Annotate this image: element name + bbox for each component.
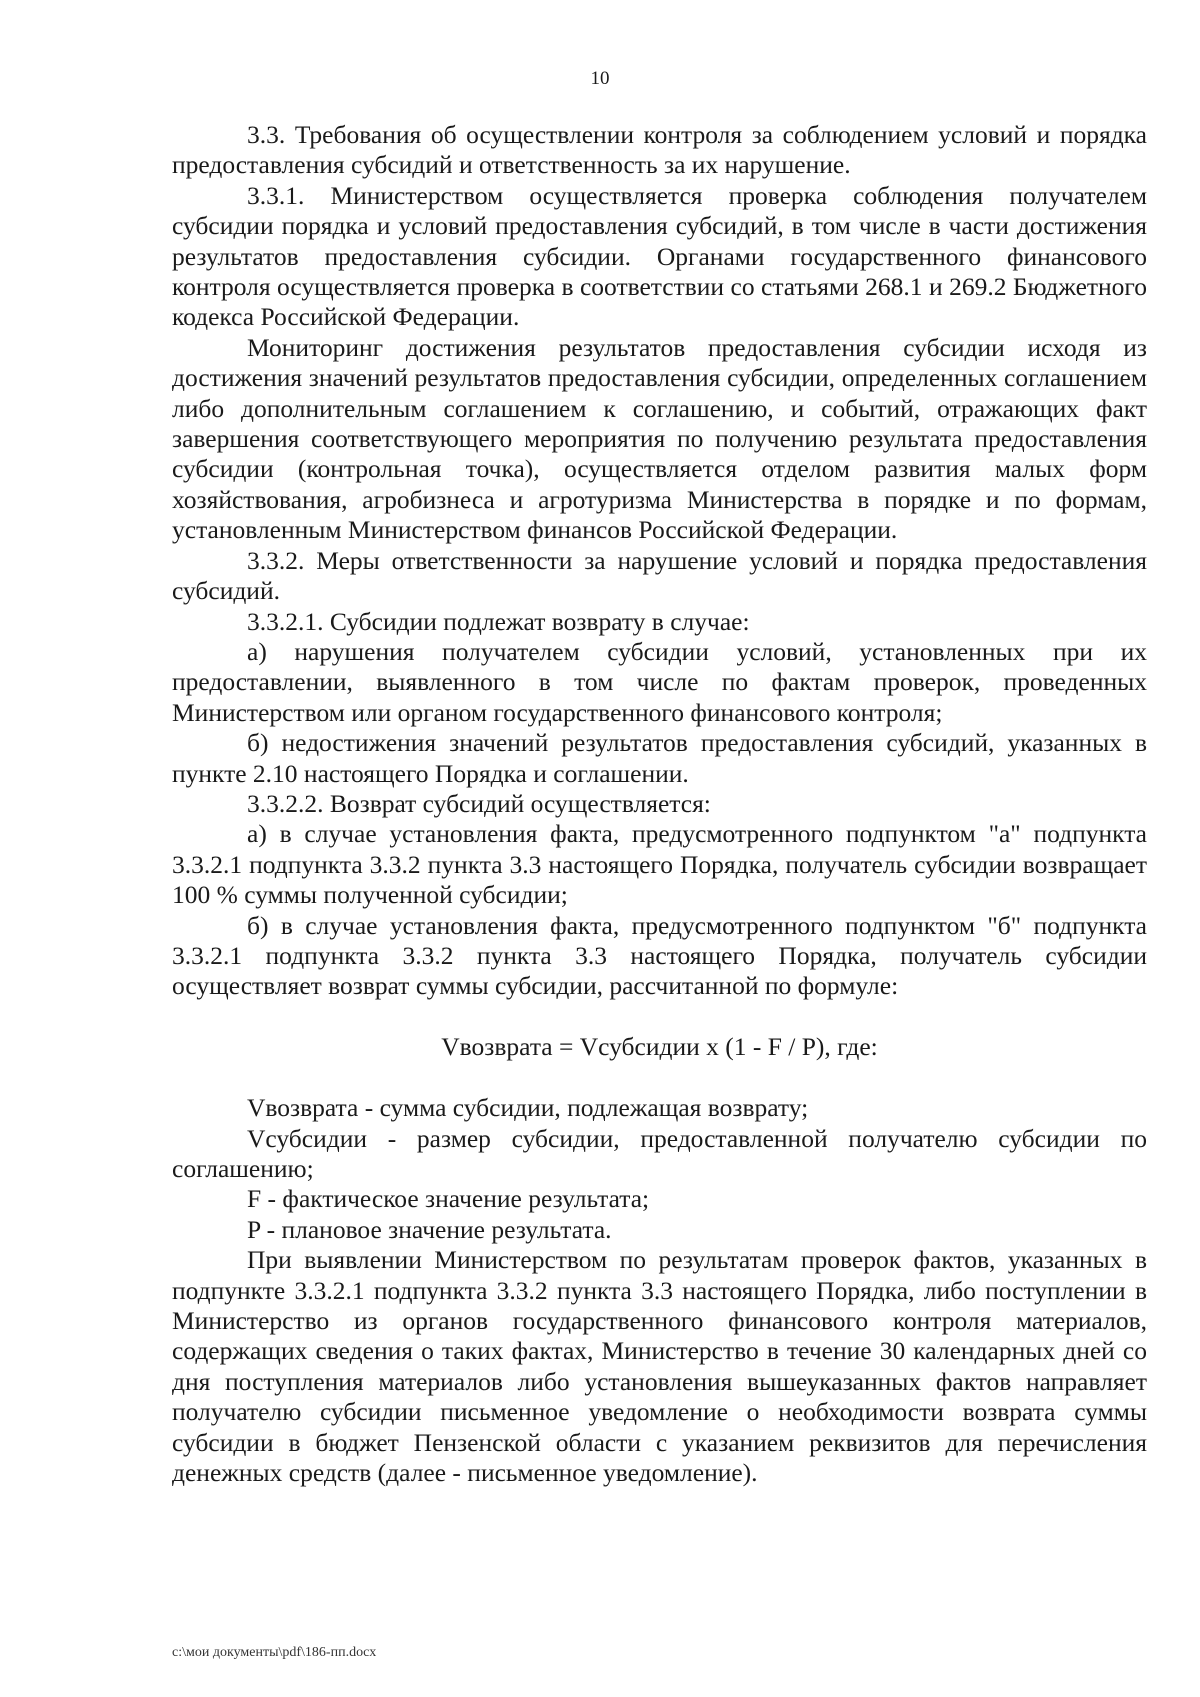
paragraph-return-a: а) в случае установления факта, предусмотренного подпунктом "а" подпункта 3.3.2.1 подпункта 3.3.2 пункта 3.3 настоящего Порядка, получатель субсидии возвращает 100 % суммы полученной субсидии;: [172, 819, 1147, 910]
paragraph-monitoring: Мониторинг достижения результатов предоставления субсидии исходя из достижения значений результатов предоставления субсидии, определенных соглашением либо дополнительным соглашением к соглашению, и событий, отражающих факт завершения соответствующего мероприятия по получению результата предоставления субсидии (контрольная точка), осуществляется отделом развития малых форм хозяйствования, агробизнеса и агротуризма Министерства в порядке и по формам, установленным Министерством финансов Российской Федерации.: [172, 332, 1147, 545]
definition-v-return: Vвозврата - сумма субсидии, подлежащая возврату;: [247, 1093, 809, 1123]
document-body: [172, 120, 1147, 1488]
paragraph-3-3-2-2: 3.3.2.2. Возврат субсидий осуществляется:: [247, 788, 711, 818]
footer-file-path: c:\мои документы\pdf\186-пп.docx: [172, 1645, 377, 1660]
paragraph-3-3-2-1: 3.3.2.1. Субсидии подлежат возврату в случае:: [247, 606, 750, 636]
paragraph-notification: При выявлении Министерством по результатам проверок фактов, указанных в подпункте 3.3.2.1 подпункта 3.3.2 пункта 3.3 настоящего Порядка, либо поступлении в Министерство из органов государственного финансового контроля материалов, содержащих сведения о таких фактах, Министерство в течение 30 календарных дней со дня поступления материалов либо установления вышеуказанных фактов направляет получателю субсидии письменное уведомление о необходимости возврата суммы субсидии в бюджет Пензенской области с указанием реквизитов для перечисления денежных средств (далее - письменное уведомление).: [172, 1245, 1147, 1488]
paragraph-return-b: б) в случае установления факта, предусмотренного подпунктом "б" подпункта 3.3.2.1 подпункта 3.3.2 пункта 3.3 настоящего Порядка, получатель субсидии осуществляет возврат суммы субсидии, рассчитанной по формуле:: [172, 910, 1147, 1001]
paragraph-3-3: 3.3. Требования об осуществлении контроля за соблюдением условий и порядка предоставления субсидий и ответственность за их нарушение.: [172, 120, 1147, 180]
page-number: 10: [590, 68, 610, 89]
paragraph-3-3-1: 3.3.1. Министерством осуществляется проверка соблюдения получателем субсидии порядка и условий предоставления субсидий, в том числе в части достижения результатов предоставления субсидии. Органами государственного финансового контроля осуществляется проверка в соответствии со статьями 268.1 и 269.2 Бюджетного кодекса Российской Федерации.: [172, 180, 1147, 332]
formula: Vвозврата = Vсубсидии x (1 - F / P), где:: [441, 1031, 878, 1061]
paragraph-item-a: а) нарушения получателем субсидии условий, установленных при их предоставлении, выявленного в том числе по фактам проверок, проведенных Министерством или органом государственного финансового контроля;: [172, 636, 1147, 727]
paragraph-item-b: б) недостижения значений результатов предоставления субсидий, указанных в пункте 2.10 настоящего Порядка и соглашении.: [172, 728, 1147, 788]
definition-f: F - фактическое значение результата;: [247, 1184, 650, 1214]
definition-v-subsidy: Vсубсидии - размер субсидии, предоставленной получателю субсидии по соглашению;: [172, 1123, 1147, 1183]
paragraph-3-3-2: 3.3.2. Меры ответственности за нарушение условий и порядка предоставления субсидий.: [172, 545, 1147, 606]
definition-p: P - плановое значение результата.: [247, 1214, 612, 1244]
